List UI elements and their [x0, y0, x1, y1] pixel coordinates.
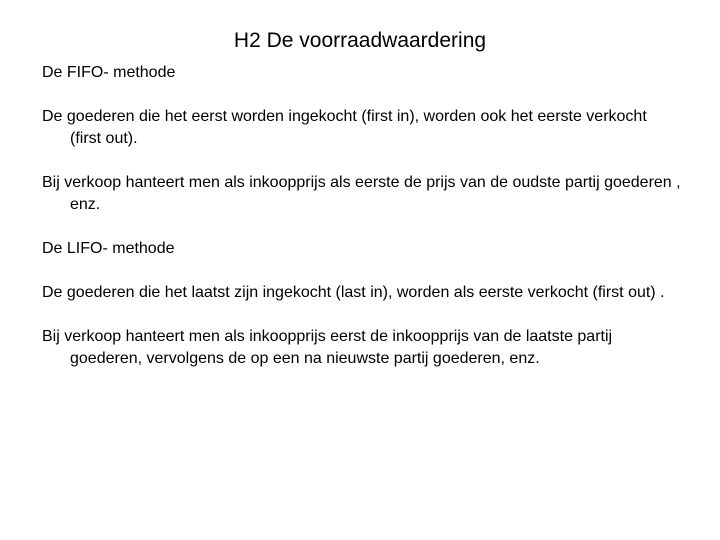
paragraph-lifo-definition: De goederen die het laatst zijn ingekocht (last in), worden als eerste verkocht (first out) .: [42, 284, 665, 301]
section-heading-fifo: De FIFO- methode: [42, 64, 176, 81]
paragraph-lifo-pricing: Bij verkoop hanteert men als inkoopprijs eerst de inkoopprijs van de laatste partij goederen, vervolgens de op een na nieuwste partij goederen, enz.: [42, 328, 613, 367]
section-heading-lifo: De LIFO- methode: [42, 240, 175, 257]
paragraph-fifo-pricing: Bij verkoop hanteert men als inkoopprijs als eerste de prijs van de oudste partij goederen , enz.: [42, 174, 681, 213]
slide-content: [42, 62, 682, 392]
paragraph-fifo-definition: De goederen die het eerst worden ingekocht (first in), worden ook het eerste verkocht (first out).: [42, 108, 647, 147]
slide-title: H2 De voorraadwaardering: [233, 29, 487, 52]
